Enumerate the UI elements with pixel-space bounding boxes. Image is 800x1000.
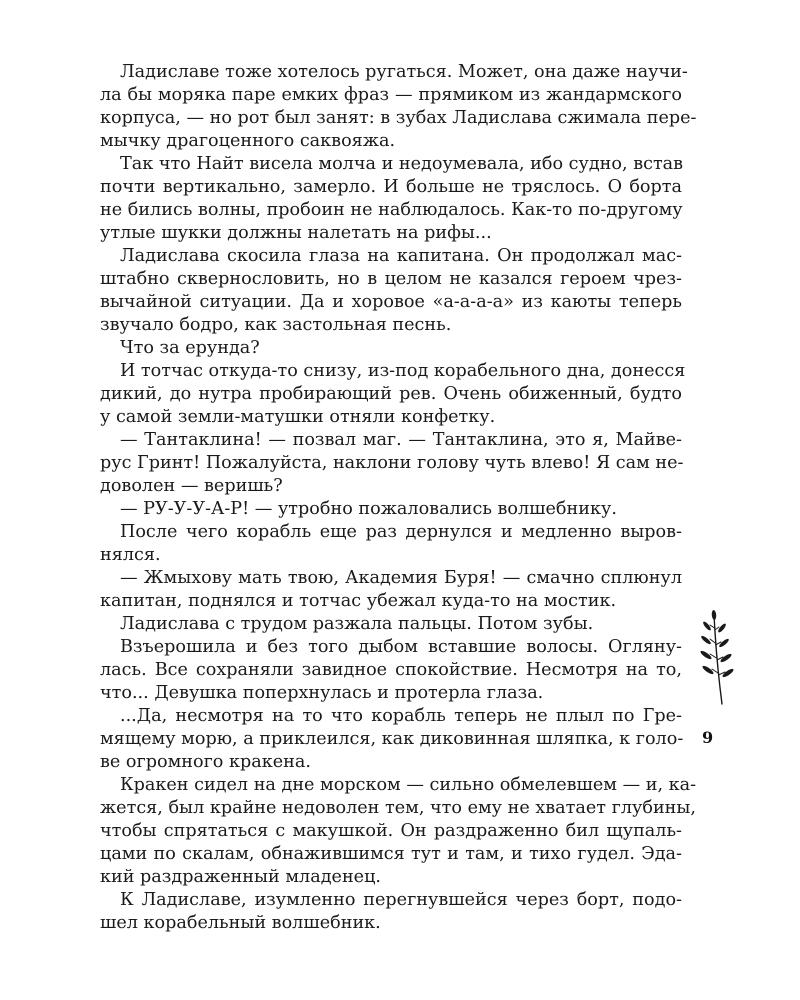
text-line: почти вертикально, замерло. И больше не тряслось. О борта (100, 177, 682, 197)
text-line: жется, был крайне недоволен тем, что ему не хватает глубины, (100, 798, 697, 818)
text-line: Так что Найт висела молча и недоумевала, ибо судно, встав (120, 154, 684, 174)
text-line: ве огромного кракена. (100, 752, 311, 772)
text-line: что... Девушка поперхнулась и протерла глаза. (100, 683, 544, 703)
text-line: утлые шукки должны налетать на рифы... (100, 223, 492, 243)
text-line: Ладислава скосила глаза на капитана. Он продолжал мас- (120, 246, 682, 266)
text-line: Взъерошила и без того дыбом вставшие волосы. Огляну- (120, 637, 682, 657)
text-line: вычайной ситуации. Да и хоровое «а-а-а-а» из каюты теперь (100, 292, 682, 312)
text-line: доволен — веришь? (100, 476, 283, 496)
text-line: рус Гринт! Пожалуйста, наклони голову чуть влево! Я сам не- (100, 453, 684, 473)
text-line: не бились волны, пробоин не наблюдалось. Как-то по-другому (100, 200, 683, 220)
text-line: штабно сквернословить, но в целом не казался героем чрез- (100, 269, 682, 289)
text-line: — Жмыхову мать твою, Академия Буря! — смачно сплюнул (120, 568, 682, 588)
text-line: цами по скалам, обнажившимся тут и там, и тихо гудел. Эда- (100, 844, 682, 864)
text-line: ...Да, несмотря на то что корабль теперь не плыл по Гре- (120, 706, 682, 726)
text-line: мычку драгоценного саквояжа. (100, 131, 396, 151)
text-line: кий раздраженный младенец. (100, 867, 381, 887)
text-line: После чего корабль еще раз дернулся и медленно выров- (120, 522, 682, 542)
text-line: у самой земли-матушки отняли конфетку. (100, 407, 496, 427)
text-line: чтобы спрятаться с макушкой. Он раздраженно бил щупаль- (100, 821, 682, 841)
text-line: Кракен сидел на дне морском — сильно обмелевшем — и, ка- (120, 775, 697, 795)
text-line: К Ладиславе, изумленно перегнувшейся через борт, подо- (120, 890, 682, 910)
page-body-text (100, 61, 697, 935)
text-line: И тотчас откуда-то снизу, из-под корабельного дна, донесся (120, 361, 686, 381)
text-line: — РУ-У-У-А-Р! — утробно пожаловались волшебнику. (120, 499, 617, 519)
text-line: капитан, поднялся и тотчас убежал куда-то на мостик. (100, 591, 617, 611)
text-line: дикий, до нутра пробирающий рев. Очень обиженный, будто (100, 384, 682, 404)
text-line: Ладислава с трудом разжала пальцы. Потом зубы. (120, 614, 594, 634)
page-number: 9 (702, 728, 714, 747)
text-line: — Тантаклина! — позвал маг. — Тантаклина, это я, Майве- (120, 430, 682, 450)
text-line: нялся. (100, 545, 161, 565)
text-line: ла бы моряка паре емких фраз — прямиком из жандармского (100, 85, 682, 105)
text-line: корпуса, — но рот был занят: в зубах Ладислава сжимала пере- (100, 108, 697, 128)
text-line: Что за ерунда? (120, 338, 260, 358)
text-line: Ладиславе тоже хотелось ругаться. Может, она даже научи- (120, 62, 688, 82)
text-line: звучало бодро, как застольная песнь. (100, 315, 452, 335)
leaf-sprig-icon (686, 606, 746, 706)
text-line: мящему морю, а приклеился, как диковинная шляпка, к голо- (100, 729, 684, 749)
text-line: лась. Все сохраняли завидное спокойствие. Несмотря на то, (100, 660, 682, 680)
text-line: шел корабельный волшебник. (100, 913, 381, 933)
